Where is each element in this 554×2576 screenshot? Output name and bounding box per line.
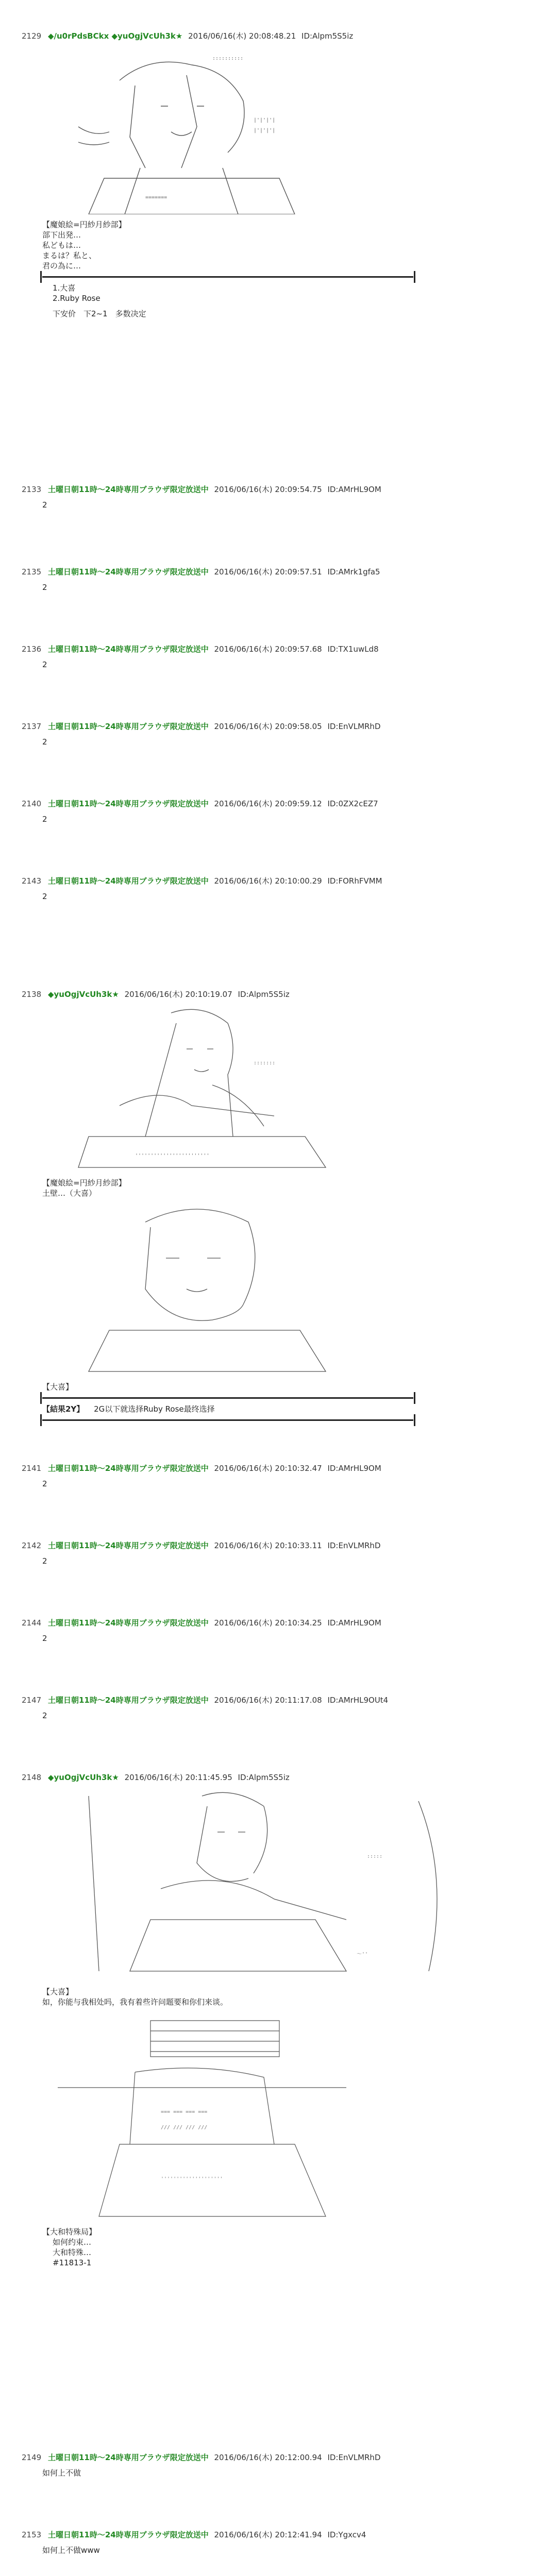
post-body xyxy=(42,1178,532,1198)
poster-id[interactable]: ID:Ygxcv4 xyxy=(327,2530,366,2539)
post-body xyxy=(42,219,532,271)
post-timestamp: 2016/06/16(木) 20:09:57.51 xyxy=(214,567,322,577)
poster-id[interactable]: ID:AMrHL9OM xyxy=(327,1618,381,1628)
poster-name: ◆yuOgjVcUh3k★ xyxy=(47,1773,119,1782)
post xyxy=(22,484,532,510)
post-tag: 【大喜】 xyxy=(42,1987,74,1996)
post-line: 2 xyxy=(42,583,47,592)
poster-name: 土曜日朝11時～24時専用ブラウザ限定放送中 xyxy=(47,567,209,577)
post-number[interactable]: 2153 xyxy=(22,2530,42,2539)
post-number[interactable]: 2137 xyxy=(22,722,42,731)
post xyxy=(22,1618,532,1643)
post-header xyxy=(22,876,532,886)
post-number[interactable]: 2129 xyxy=(22,31,42,41)
poster-id[interactable]: ID:EnVLMRhD xyxy=(327,1541,381,1550)
post-header xyxy=(22,989,532,999)
post-timestamp: 2016/06/16(木) 20:11:45.95 xyxy=(124,1773,232,1782)
post-number[interactable]: 2138 xyxy=(22,990,42,999)
post-header xyxy=(22,1540,532,1551)
post xyxy=(22,1540,532,1566)
post-timestamp: 2016/06/16(木) 20:12:00.94 xyxy=(214,2453,322,2462)
post-tag: 【魔娘絵=円紗月紗部】 xyxy=(42,1178,126,1188)
post-number[interactable]: 2143 xyxy=(22,876,42,886)
post-line: 2 xyxy=(42,815,47,824)
poster-name: ◆/u0rPdsBCkx ◆yuOgjVcUh3k★ xyxy=(47,31,183,41)
post xyxy=(22,31,532,319)
post-number[interactable]: 2136 xyxy=(22,645,42,654)
svg-text:|'|'|'|: |'|'|'| xyxy=(254,128,276,133)
poster-id[interactable]: ID:AMrHL9OM xyxy=(327,485,381,494)
post xyxy=(22,721,532,747)
post-tag: 【魔娘絵=円紗月紗部】 xyxy=(42,220,126,229)
poster-name: 土曜日朝11時～24時専用ブラウザ限定放送中 xyxy=(47,2530,209,2539)
post xyxy=(22,876,532,902)
post-header xyxy=(22,2530,532,2540)
post-header xyxy=(22,1695,532,1705)
svg-text:'''''''''''''''''''': '''''''''''''''''''' xyxy=(161,2176,223,2182)
post-line: まるは？私と、 xyxy=(42,251,97,260)
divider xyxy=(42,1397,413,1399)
post-timestamp: 2016/06/16(木) 20:08:48.21 xyxy=(188,31,296,41)
poster-id[interactable]: ID:EnVLMRhD xyxy=(327,722,381,731)
post-number[interactable]: 2140 xyxy=(22,799,42,808)
poster-id[interactable]: ID:TX1uwLd8 xyxy=(327,645,379,654)
post-line: 2 xyxy=(42,737,47,747)
post xyxy=(22,1463,532,1489)
post-tag: 【大和特殊局】 xyxy=(42,2227,97,2236)
svg-text:::::::::::: :::::::::: xyxy=(212,56,244,61)
poster-id[interactable]: ID:AMrHL9OUt4 xyxy=(327,1696,389,1705)
poster-id[interactable]: ID:0ZX2cEZ7 xyxy=(327,799,378,808)
poster-name: 土曜日朝11時～24時専用ブラウザ限定放送中 xyxy=(47,1618,209,1628)
poster-name: 土曜日朝11時～24時専用ブラウザ限定放送中 xyxy=(47,485,209,494)
post-number[interactable]: 2142 xyxy=(22,1541,42,1550)
post-header xyxy=(22,799,532,809)
post-timestamp: 2016/06/16(木) 20:10:19.07 xyxy=(124,990,232,999)
post-timestamp: 2016/06/16(木) 20:12:41.94 xyxy=(214,2530,322,2539)
post-line: 2 xyxy=(42,1556,47,1566)
post-number[interactable]: 2149 xyxy=(22,2453,42,2462)
post-timestamp: 2016/06/16(木) 20:11:17.08 xyxy=(214,1696,322,1705)
svg-text:=== === === ===: === === === === xyxy=(161,2109,208,2115)
post-timestamp: 2016/06/16(木) 20:10:33.11 xyxy=(214,1541,322,1550)
svg-text::::::::: ::::::: xyxy=(254,1060,276,1066)
post-line: 如何上不做 xyxy=(42,2468,81,2478)
post-tag: 【大喜】 xyxy=(42,1382,74,1392)
svg-text:～'': ～'' xyxy=(357,1952,368,1957)
poster-id[interactable]: ID:Alpm5S5iz xyxy=(238,990,290,999)
post-line: 2 xyxy=(42,1479,47,1488)
post-timestamp: 2016/06/16(木) 20:10:32.47 xyxy=(214,1464,322,1473)
poster-name: ◆yuOgjVcUh3k★ xyxy=(47,990,119,999)
post-line: 2 xyxy=(42,500,47,510)
post-line: 2 xyxy=(42,660,47,669)
poster-id[interactable]: ID:AMrk1gfa5 xyxy=(327,567,380,577)
post xyxy=(22,2530,532,2555)
post xyxy=(22,989,532,1421)
post-number[interactable]: 2144 xyxy=(22,1618,42,1628)
svg-text:|'|'|'|: |'|'|'| xyxy=(254,117,276,123)
post-line: 私どもは… xyxy=(42,241,81,250)
post-line: 大和特殊… xyxy=(53,2248,92,2257)
poster-id[interactable]: ID:FORhFVMM xyxy=(327,876,382,886)
post-line: 如，你能与我相处吗，我有着些许问题要和你们来谈。 xyxy=(42,1997,228,2007)
post-line: 2 xyxy=(42,1634,47,1643)
post-header xyxy=(22,721,532,732)
choice-item: 1.大喜 xyxy=(53,283,76,293)
post-number[interactable]: 2147 xyxy=(22,1696,42,1705)
post-timestamp: 2016/06/16(木) 20:10:00.29 xyxy=(214,876,322,886)
post-timestamp: 2016/06/16(木) 20:10:34.25 xyxy=(214,1618,322,1628)
svg-text:/// /// /// ///: /// /// /// /// xyxy=(161,2125,208,2130)
poster-name: 土曜日朝11時～24時専用ブラウザ限定放送中 xyxy=(47,1696,209,1705)
post-header xyxy=(22,1463,532,1473)
post-number[interactable]: 2135 xyxy=(22,567,42,577)
poster-name: 土曜日朝11時～24時専用ブラウザ限定放送中 xyxy=(47,799,209,808)
svg-text:=======: ======= xyxy=(145,195,167,200)
choice-list xyxy=(53,283,532,303)
post-timestamp: 2016/06/16(木) 20:09:58.05 xyxy=(214,722,322,731)
post-header xyxy=(22,484,532,495)
post-line: 土壁…（大喜） xyxy=(42,1189,97,1198)
post-number[interactable]: 2133 xyxy=(22,485,42,494)
poster-name: 土曜日朝11時～24時専用ブラウザ限定放送中 xyxy=(47,1464,209,1473)
ascii-art-figure-icon xyxy=(58,1003,532,1173)
post xyxy=(22,2452,532,2478)
post-tag: 【結果2Y】 xyxy=(42,1404,85,1414)
poster-id[interactable]: ID:Alpm5S5iz xyxy=(238,1773,290,1782)
post-line: 2 xyxy=(42,892,47,901)
post-body xyxy=(42,1404,532,1414)
post-number[interactable]: 2141 xyxy=(22,1464,42,1473)
post-timestamp: 2016/06/16(木) 20:09:57.68 xyxy=(214,645,322,654)
svg-text::::::: ::::: xyxy=(367,1854,383,1859)
post-timestamp: 2016/06/16(木) 20:09:54.75 xyxy=(214,485,322,494)
post-line: 2 xyxy=(42,1711,47,1720)
post-line: 部下出発… xyxy=(42,230,81,240)
poster-id[interactable]: ID:EnVLMRhD xyxy=(327,2453,381,2462)
post xyxy=(22,799,532,824)
post-header xyxy=(22,31,532,41)
poster-name: 土曜日朝11時～24時専用ブラウザ限定放送中 xyxy=(47,2453,209,2462)
post-timestamp: 2016/06/16(木) 20:09:59.12 xyxy=(214,799,322,808)
post-line: #11813-1 xyxy=(53,2258,92,2267)
post-header xyxy=(22,1618,532,1628)
poster-name: 土曜日朝11時～24時専用ブラウザ限定放送中 xyxy=(47,645,209,654)
vote-instruction: 下安价 下2~1 多数决定 xyxy=(53,309,146,318)
ascii-art-figure-icon xyxy=(58,1786,532,1981)
post-line: 2G以下就选择Ruby Rose最终选择 xyxy=(94,1404,215,1414)
choice-item: 2.Ruby Rose xyxy=(53,294,100,303)
post xyxy=(22,1772,532,2268)
poster-name: 土曜日朝11時～24時専用ブラウザ限定放送中 xyxy=(47,876,209,886)
ascii-art-figure-icon xyxy=(58,2010,532,2222)
ascii-art-figure-icon xyxy=(58,1201,532,1377)
divider xyxy=(42,1419,413,1421)
post-line: 如何上不做www xyxy=(42,2546,100,2555)
post-header xyxy=(22,567,532,577)
post-body xyxy=(42,1382,532,1392)
post-header xyxy=(22,644,532,654)
post-line: 君の為に… xyxy=(42,261,81,270)
post-body xyxy=(42,2227,532,2268)
poster-name: 土曜日朝11時～24時専用ブラウザ限定放送中 xyxy=(47,722,209,731)
poster-name: 土曜日朝11時～24時専用ブラウザ限定放送中 xyxy=(47,1541,209,1550)
post-body xyxy=(42,1987,532,2007)
post xyxy=(22,644,532,670)
post-number[interactable]: 2148 xyxy=(22,1773,42,1782)
poster-id[interactable]: ID:AMrHL9OM xyxy=(327,1464,381,1473)
post xyxy=(22,567,532,592)
post-header xyxy=(22,1772,532,1783)
ascii-art-figure-icon xyxy=(58,44,532,214)
poster-id[interactable]: ID:Alpm5S5iz xyxy=(301,31,354,41)
post-line: 如何约束… xyxy=(53,2238,92,2247)
svg-text:'''''''''''''''''''''''': '''''''''''''''''''''''' xyxy=(135,1153,210,1159)
post xyxy=(22,1695,532,1721)
divider xyxy=(42,276,413,278)
post-header xyxy=(22,2452,532,2463)
